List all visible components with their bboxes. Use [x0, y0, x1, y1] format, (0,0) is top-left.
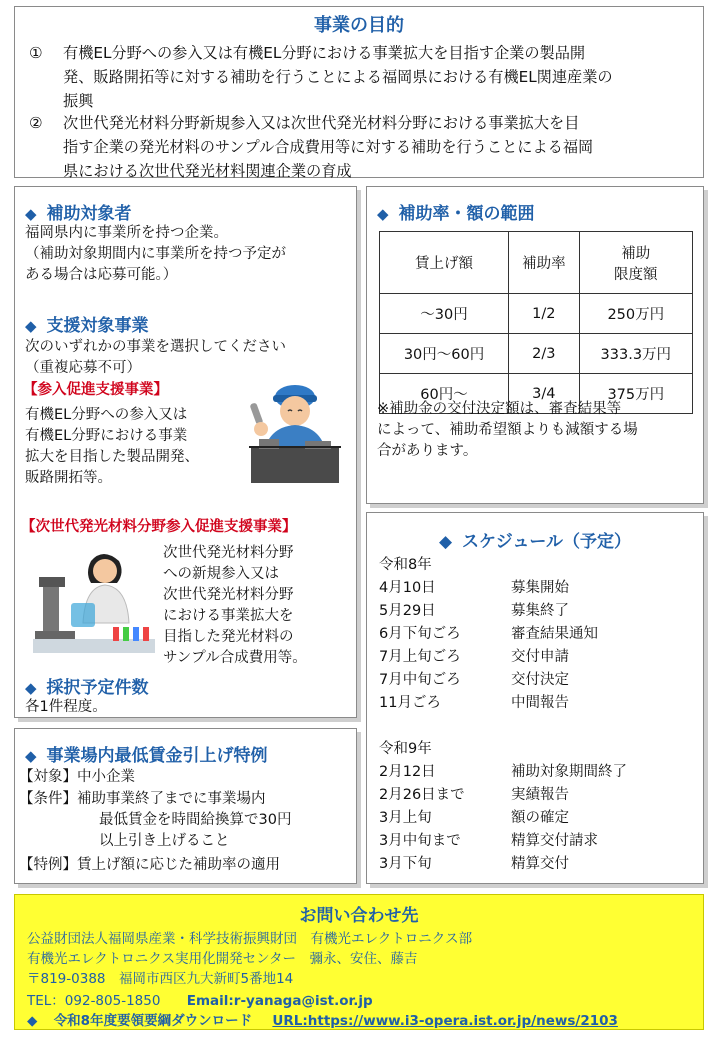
diamond-bullet-icon: ◆: [25, 205, 37, 223]
rate-table: [379, 231, 693, 414]
table-header-row: [380, 232, 693, 294]
table-header-cell: 補助率: [509, 232, 580, 294]
contact-phone-email: TEL：092-805-1850 Email:r-yanaga@ist.or.jp: [27, 993, 373, 1009]
purpose-item-2-line: 次世代発光材料分野新規参入又は次世代発光材料分野における事業拡大を目: [63, 114, 580, 132]
contact-org: 公益財団法人福岡県産業・科学技術振興財団 有機光エレクトロニクス部: [27, 931, 473, 947]
table-header-cell: 賃上げ額: [380, 232, 509, 294]
schedule-row: 5月29日 募集終了: [379, 603, 569, 619]
table-cell: 250万円: [579, 294, 692, 334]
table-cell: 2/3: [509, 334, 580, 374]
rate-box: [366, 186, 704, 504]
rate-note: ※補助金の交付決定額は、審査結果等 によって、補助希望額よりも減額する場 合があります。: [377, 401, 638, 459]
eligibility-box: [14, 186, 357, 718]
purpose-item-2-line: 指す企業の発光材料のサンプル合成費用等に対する補助を行うことによる福岡: [63, 138, 594, 156]
purpose-title: 事業の目的: [314, 15, 404, 36]
schedule-year-2: 令和9年: [379, 741, 432, 757]
table-row: [380, 294, 693, 334]
wage-special: 【特例】賃上げ額に応じた補助率の適用: [19, 857, 280, 873]
rate-heading: ◆ 補助率・額の範囲: [377, 204, 535, 224]
contact-address: 〒819-0388 福岡市西区九大新町5番地14: [27, 971, 294, 987]
table-cell: ～30円: [380, 294, 509, 334]
purpose-box: [14, 6, 704, 178]
table-cell: 333.3万円: [579, 334, 692, 374]
diamond-bullet-icon: ◆: [25, 747, 37, 765]
program2-title: 【次世代発光材料分野参入促進支援事業】: [21, 519, 297, 535]
schedule-heading: ◆ スケジュール（予定）: [438, 532, 632, 552]
program2-text: 次世代発光材料分野 への新規参入又は 次世代発光材料分野 における事業拡大を 目指した発光材料の サンプル合成費用等。: [163, 545, 307, 666]
schedule-row: 2月12日 補助対象期間終了: [379, 764, 627, 780]
diamond-bullet-icon: ◆: [25, 317, 37, 335]
diamond-bullet-icon: ◆: [438, 532, 453, 552]
schedule-row: 7月中旬ごろ 交付決定: [379, 672, 569, 688]
diamond-bullet-icon: ◆: [25, 679, 37, 697]
schedule-row: 11月ごろ 中間報告: [379, 695, 569, 711]
schedule-row: 6月下旬ごろ 審査結果通知: [379, 626, 598, 642]
schedule-row: 4月10日 募集開始: [379, 580, 569, 596]
contact-box: [14, 894, 704, 1030]
purpose-item-2-num: ②: [29, 114, 43, 132]
contact-dept: 有機光エレクトロニクス実用化開発センター 彌永、安住、藤吉: [27, 951, 418, 967]
support-intro: 次のいずれかの事業を選択してください （重複応募不可）: [25, 339, 286, 376]
purpose-item-1: [23, 41, 693, 113]
wage-heading: ◆ 事業場内最低賃金引上げ特例: [25, 746, 268, 766]
table-row: [380, 334, 693, 374]
diamond-bullet-icon: ◆: [377, 205, 389, 223]
wage-box: [14, 728, 357, 884]
email-link[interactable]: Email:r-yanaga@ist.or.jp: [186, 993, 373, 1009]
program1-text: 有機EL分野への参入又は 有機EL分野における事業 拡大を目指した製品開発、 販路開拓等。: [25, 407, 199, 486]
schedule-row: 3月中旬まで 精算交付請求: [379, 833, 598, 849]
schedule-row: 7月上旬ごろ 交付申請: [379, 649, 569, 665]
schedule-row: 3月上旬 額の確定: [379, 810, 569, 826]
worker-illustration: [241, 367, 349, 487]
wage-condition: 【条件】補助事業終了までに事業場内 最低賃金を時間給換算で30円 以上引き上げること: [19, 791, 292, 849]
scientist-illustration: [33, 543, 159, 657]
purpose-item-1-num: ①: [29, 44, 43, 62]
table-cell: 3/4: [509, 374, 580, 414]
contact-download: [27, 1009, 618, 1029]
contact-title: お問い合わせ先: [299, 906, 419, 926]
table-header-cell: 補助 限度額: [579, 232, 692, 294]
purpose-item-1-line: 振興: [63, 92, 94, 110]
schedule-year-1: 令和8年: [379, 557, 432, 573]
table-cell: 375万円: [579, 374, 692, 414]
table-cell: 30円～60円: [380, 334, 509, 374]
purpose-item-2: [23, 111, 693, 183]
wage-target: 【対象】中小企業: [19, 769, 135, 785]
support-heading: ◆ 支援対象事業: [25, 316, 149, 336]
table-cell: 60円～: [380, 374, 509, 414]
purpose-item-1-line: 発、販路開拓等に対する補助を行うことによる福岡県における有機EL関連産業の: [63, 68, 613, 86]
purpose-item-2-line: 県における次世代発光材料関連企業の育成: [63, 162, 352, 180]
download-label: 令和8年度要領要綱ダウンロード: [53, 1013, 253, 1029]
schedule-box: [366, 512, 704, 884]
diamond-bullet-icon: ◆: [27, 1013, 38, 1029]
target-heading: ◆ 補助対象者: [25, 204, 132, 224]
schedule-row: 3月下旬 精算交付: [379, 856, 569, 872]
download-url-link[interactable]: URL:https://www.i3-opera.ist.or.jp/news/2103: [272, 1013, 618, 1029]
schedule-row: 2月26日まで 実績報告: [379, 787, 569, 803]
purpose-item-1-line: 有機EL分野への参入又は有機EL分野における事業拡大を目指す企業の製品開: [63, 44, 586, 62]
program1-title: 【参入促進支援事業】: [23, 382, 168, 398]
adoption-heading: ◆ 採択予定件数: [25, 678, 149, 698]
adoption-text: 各1件程度。: [25, 699, 107, 715]
table-cell: 1/2: [509, 294, 580, 334]
target-text: 福岡県内に事業所を持つ企業。 （補助対象期間内に事業所を持つ予定が ある場合は応募可能。）: [25, 225, 286, 283]
